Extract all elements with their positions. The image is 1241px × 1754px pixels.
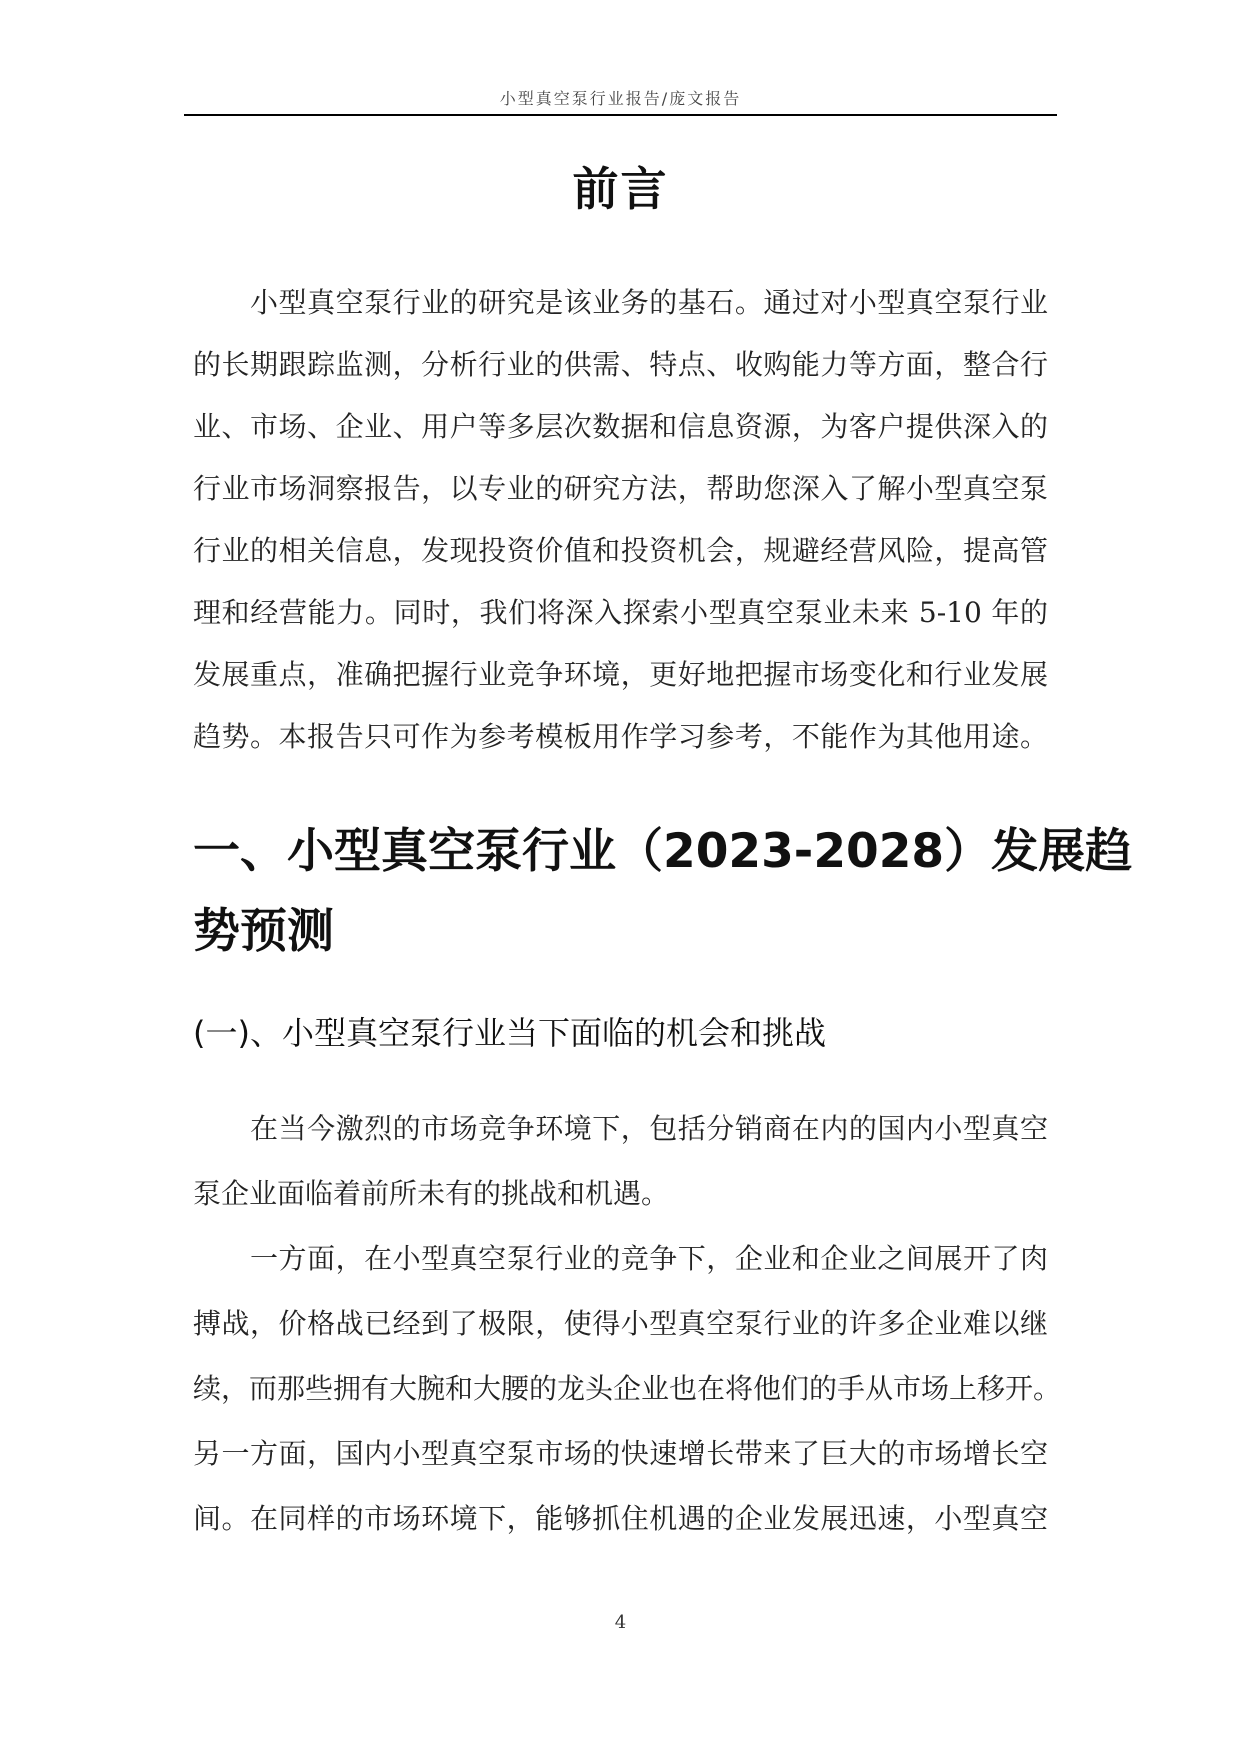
section-heading-line: 一、小型真空泵行业（2023-2028）发展趋 bbox=[193, 824, 1133, 879]
subsection-heading: (一)、小型真空泵行业当下面临的机会和挑战 bbox=[193, 1014, 826, 1052]
section-heading-line: 势预测 bbox=[193, 904, 334, 959]
section-heading bbox=[193, 812, 1133, 972]
text-line: 小型真空泵行业的研究是该业务的基石。通过对小型真空泵行业 bbox=[193, 286, 1048, 319]
text-line: 间。在同样的市场环境下，能够抓住机遇的企业发展迅速，小型真空 bbox=[193, 1502, 1048, 1535]
preface-paragraph bbox=[193, 272, 1048, 768]
text-line: 泵企业面临着前所未有的挑战和机遇。 bbox=[193, 1177, 670, 1210]
header-divider bbox=[184, 114, 1057, 116]
text-line: 一方面，在小型真空泵行业的竞争下，企业和企业之间展开了肉 bbox=[193, 1242, 1048, 1275]
body-paragraph bbox=[193, 1226, 1062, 1551]
text-line: 行业的相关信息，发现投资价值和投资机会，规避经营风险，提高管 bbox=[193, 534, 1048, 567]
text-line: 趋势。本报告只可作为参考模板用作学习参考，不能作为其他用途。 bbox=[193, 720, 1048, 753]
text-line: 行业市场洞察报告，以专业的研究方法，帮助您深入了解小型真空泵 bbox=[193, 472, 1048, 505]
text-line: 业、市场、企业、用户等多层次数据和信息资源，为客户提供深入的 bbox=[193, 410, 1048, 443]
text-line: 搏战，价格战已经到了极限，使得小型真空泵行业的许多企业难以继 bbox=[193, 1307, 1048, 1340]
running-header: 小型真空泵行业报告/庞文报告 bbox=[499, 89, 742, 108]
page-title: 前言 bbox=[572, 162, 669, 216]
body-paragraph bbox=[193, 1096, 1048, 1226]
text-line: 另一方面，国内小型真空泵市场的快速增长带来了巨大的市场增长空 bbox=[193, 1437, 1048, 1470]
text-line: 的长期跟踪监测，分析行业的供需、特点、收购能力等方面，整合行 bbox=[193, 348, 1048, 381]
text-line: 发展重点，准确把握行业竞争环境，更好地把握市场变化和行业发展 bbox=[193, 658, 1048, 691]
text-line: 在当今激烈的市场竞争环境下，包括分销商在内的国内小型真空 bbox=[193, 1112, 1048, 1145]
page-number: 4 bbox=[614, 1612, 627, 1633]
text-line: 理和经营能力。同时，我们将深入探索小型真空泵业未来 5-10 年的 bbox=[193, 596, 1048, 629]
text-line: 续，而那些拥有大腕和大腰的龙头企业也在将他们的手从市场上移开。 bbox=[193, 1372, 1062, 1405]
